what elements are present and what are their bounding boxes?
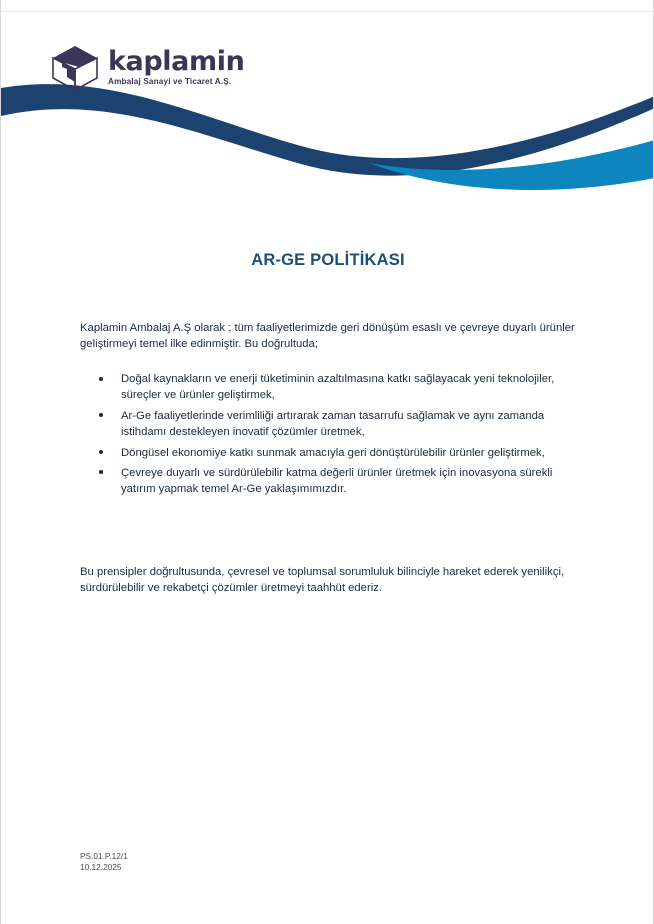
page-title: AR-GE POLİTİKASI [251, 251, 405, 270]
logo-tagline: Ambalaj Sanayi ve Ticaret A.Ş. [108, 77, 232, 87]
footer-document-code: PS.01.P.12/1 [80, 851, 128, 861]
bullet-dot-icon [99, 450, 103, 454]
document-body [80, 320, 576, 596]
open-box-icon [49, 41, 101, 93]
list-item-text: Döngüsel ekonomiye katkı sunmak amacıyla geri dönüştürülebilir ürünler geliştirmek, [121, 446, 545, 459]
list-item-text: Çevreye duyarlı ve sürdürülebilir katma değerli ürünler üretmek için inovasyona sürekli yatırım yapmak temel Ar-Ge yaklaşımımızdır. [121, 466, 553, 496]
bullet-dot-icon [99, 377, 103, 381]
list-item-text: Doğal kaynakların ve enerji tüketiminin azaltılmasına katkı sağlayacak yeni teknolojiler, süreçler ve ürünler geliştirmek, [121, 373, 555, 402]
footer-revision-date: 10.12.2025 [80, 862, 122, 873]
company-logo [49, 38, 289, 96]
policy-bullet-list [80, 371, 576, 498]
bullet-dot-icon [99, 413, 103, 417]
intro-paragraph: Kaplamin Ambalaj A.Ş olarak ; tüm faaliyetlerimizde geri dönüşüm esaslı ve çevreye duyarlı ürünler geliştirmeyi temel ilke edinmiştir. Bu doğrultuda; [80, 322, 575, 351]
logo-text-block [108, 45, 245, 87]
list-item [99, 408, 576, 441]
bullet-dot-icon [99, 470, 103, 474]
list-item-text: Ar-Ge faaliyetlerinde verimliliği artırarak zaman tasarrufu sağlamak ve aynı zamanda istihdamı destekleyen inovatif çözümler üretmek, [121, 409, 545, 439]
list-item [99, 445, 576, 461]
logo-wordmark: kaplamin [108, 45, 245, 77]
closing-paragraph: Bu prensipler doğrultusunda, çevresel ve toplumsal sorumluluk bilinciyle hareket ederek yenilikçi, sürdürülebilir ve rekabetçi çözümler üretmeyi taahhüt ederiz. [80, 565, 565, 594]
list-item [99, 465, 576, 498]
document-footer [80, 851, 128, 873]
viewer-top-divider [1, 11, 654, 12]
list-item [99, 371, 576, 404]
